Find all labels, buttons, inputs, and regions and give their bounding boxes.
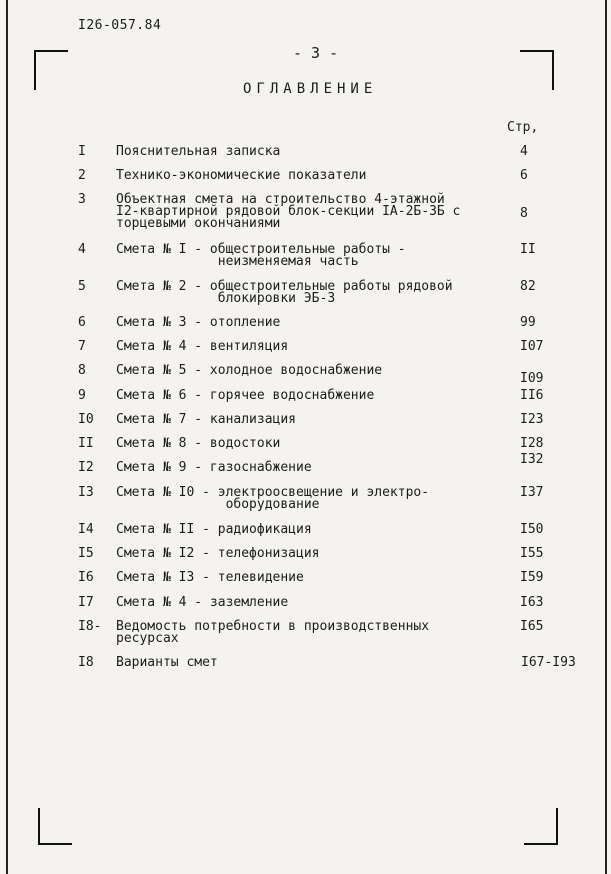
toc-entry-title-line: Технико-экономические показатели (116, 168, 367, 183)
toc-entry-page: I28 (520, 436, 544, 451)
toc-entry-number: 5 (78, 279, 86, 294)
toc-entry-title (116, 281, 496, 305)
toc-entry-page: I50 (520, 522, 544, 537)
toc-entry-title (116, 462, 496, 474)
toc-entry-number: 2 (78, 168, 86, 183)
toc-entry-number: 7 (78, 339, 86, 354)
toc-entry-title-line: Смета № I2 - телефонизация (116, 546, 320, 561)
toc-entry-title-line: Смета № 6 - горячее водоснабжение (116, 388, 375, 403)
document-code: I26-057.84 (78, 18, 162, 33)
right-scan-edge (605, 0, 607, 874)
toc-entry-title (116, 170, 496, 182)
toc-entry-title (116, 365, 496, 377)
corner-top-right-h (520, 50, 554, 52)
toc-entry-page: I09 (520, 371, 544, 386)
toc-entry-title-line: Смета № I0 - электроосвещение и электро- (116, 485, 430, 500)
toc-entry-page: 99 (520, 315, 536, 330)
corner-top-left-v (34, 50, 36, 90)
toc-entry-page: I37 (520, 485, 544, 500)
toc-entry-title-line: Объектная смета на строительство 4-этажной (116, 192, 445, 207)
toc-entry-title-line: Варианты смет (116, 655, 218, 670)
toc-entry-title (116, 146, 496, 158)
toc-entry-title-line: I2-квартирной рядовой блок-секции IA-2Б-3Б с (116, 204, 461, 219)
toc-entry-number: I5 (78, 546, 94, 561)
corner-bottom-left-v (38, 808, 40, 845)
toc-entry-title-line: Смета № 9 - газоснабжение (116, 460, 312, 475)
toc-entry-number: I4 (78, 522, 94, 537)
toc-entry-page: 82 (520, 279, 536, 294)
toc-entry-number: I7 (78, 595, 94, 610)
corner-bottom-right-v (556, 808, 558, 845)
toc-entry-title-line: Смета № I - общестроительные работы - (116, 242, 406, 257)
toc-entry-title-line: торцевыми окончаниями (116, 216, 281, 231)
toc-entry-title-line: Смета № I3 - телевидение (116, 570, 304, 585)
toc-entry-page: I67-I93 (521, 655, 576, 670)
toc-entry-title (116, 524, 496, 536)
toc-entry-title-line: неизменяемая часть (116, 254, 359, 269)
toc-entry-title-line: оборудование (116, 497, 320, 512)
toc-entry-title-line: Смета № 4 - заземление (116, 595, 289, 610)
toc-entry-number: I0 (78, 412, 94, 427)
toc-entry-title-line: Смета № 4 - вентиляция (116, 339, 289, 354)
page-title: ОГЛАВЛЕНИЕ (243, 81, 378, 97)
toc-entry-title (116, 548, 496, 560)
toc-entry-title-line: Смета № 2 - общестроительные работы рядовой (116, 279, 453, 294)
toc-entry-page: II6 (520, 388, 544, 403)
toc-entry-title-line: Смета № II - радиофикация (116, 522, 312, 537)
left-scan-edge (6, 0, 8, 874)
toc-entry-title (116, 657, 496, 669)
toc-entry-title-line: Смета № 5 - холодное водоснабжение (116, 363, 383, 378)
toc-entry-title (116, 621, 496, 645)
toc-entry-number: 9 (78, 388, 86, 403)
corner-top-left-h (34, 50, 68, 52)
toc-entry-page: I63 (520, 595, 544, 610)
toc-entry-page: I65 (520, 619, 544, 634)
toc-entry-title (116, 487, 496, 511)
toc-entry-title-line: ресурсах (116, 631, 179, 646)
toc-entry-title (116, 597, 496, 609)
toc-entry-title-line: Смета № 7 - канализация (116, 412, 297, 427)
toc-entry-number: 6 (78, 315, 86, 330)
toc-entry-number: I6 (78, 570, 94, 585)
toc-entry-number: I2 (78, 460, 94, 475)
toc-entry-page: I23 (520, 412, 544, 427)
toc-entry-page: I59 (520, 570, 544, 585)
toc-entry-page: I07 (520, 339, 544, 354)
toc-entry-title (116, 341, 496, 353)
toc-entry-number: I8- (78, 619, 102, 634)
toc-entry-title (116, 194, 496, 230)
toc-entry-page: I55 (520, 546, 544, 561)
toc-entry-page: 4 (520, 144, 528, 159)
toc-entry-number: 3 (78, 192, 86, 207)
toc-entry-number: I3 (78, 485, 94, 500)
toc-entry-title-line: Смета № 3 - отопление (116, 315, 281, 330)
toc-entry-title-line: Пояснительная записка (116, 144, 281, 159)
toc-entry-number: II (78, 436, 94, 451)
toc-entry-page: 6 (520, 168, 528, 183)
page-column-header: Стр, (507, 120, 539, 135)
corner-bottom-left-h (38, 843, 72, 845)
corner-top-right-v (552, 50, 554, 90)
toc-entry-title-line: Ведомость потребности в производственных (116, 619, 430, 634)
toc-entry-number: I (78, 144, 86, 159)
toc-entry-page: I32 (520, 452, 544, 467)
toc-entry-number: 4 (78, 242, 86, 257)
toc-entry-title (116, 572, 496, 584)
toc-entry-title (116, 438, 496, 450)
toc-entry-title (116, 414, 496, 426)
toc-entry-page: II (520, 242, 536, 257)
toc-entry-page: 8 (520, 206, 528, 221)
toc-entry-number: I8 (78, 655, 94, 670)
toc-entry-title-line: блокировки ЭБ-3 (116, 291, 336, 306)
toc-entry-title-line: Смета № 8 - водостоки (116, 436, 281, 451)
toc-entry-title (116, 390, 496, 402)
toc-entry-title (116, 244, 496, 268)
corner-bottom-right-h (524, 843, 558, 845)
page-number: - 3 - (293, 44, 339, 62)
toc-entry-title (116, 317, 496, 329)
toc-entry-number: 8 (78, 363, 86, 378)
